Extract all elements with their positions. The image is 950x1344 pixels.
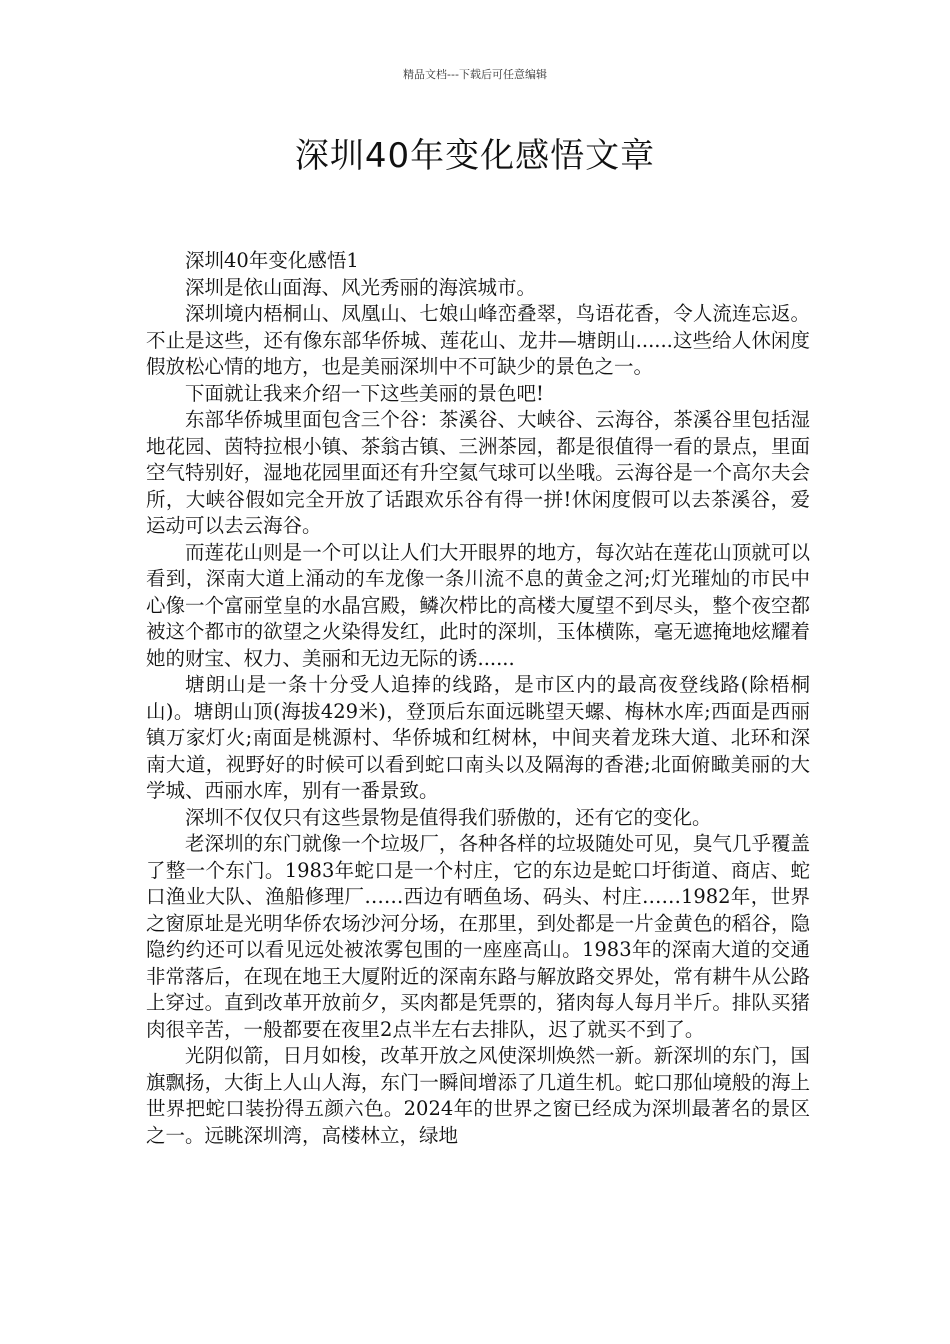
- paragraph: 塘朗山是一条十分受人追捧的线路，是市区内的最高夜登线路(除梧桐山)。塘朗山顶(海拔429米)，登顶后东面远眺望天螺、梅林水库;西面是西丽镇万家灯火;南面是桃源村、华侨城和红树林，中间夹着龙珠大道、北环和深南大道，视野好的时候可以看到蛇口南头以及隔海的香港;北面俯瞰美丽的大学城、西丽水库，别有一番景致。: [146, 673, 810, 802]
- header-note: 精品文档---下载后可任意编辑: [403, 68, 547, 81]
- paragraph: 深圳境内梧桐山、凤凰山、七娘山峰峦叠翠，鸟语花香，令人流连忘返。不止是这些，还有像东部华侨城、莲花山、龙井—塘朗山......这些给人休闲度假放松心情的地方，也是美丽深圳中不可缺少的景色之一。: [146, 302, 810, 378]
- paragraph: 而莲花山则是一个可以让人们大开眼界的地方，每次站在莲花山顶就可以看到，深南大道上涌动的车龙像一条川流不息的黄金之河;灯光璀灿的市民中心像一个富丽堂皇的水晶宫殿，鳞次栉比的高楼大厦望不到尽头，整个夜空都被这个都市的欲望之火染得发红，此时的深圳，玉体横陈，毫无遮掩地炫耀着她的财宝、权力、美丽和无边无际的诱......: [146, 540, 810, 670]
- paragraph: 下面就让我来介绍一下这些美丽的景色吧!: [185, 381, 544, 405]
- paragraph: 深圳是依山面海、风光秀丽的海滨城市。: [185, 275, 537, 299]
- page-title: 深圳40年变化感悟文章: [294, 136, 656, 176]
- paragraph: 深圳不仅仅只有这些景物是值得我们骄傲的，还有它的变化。: [185, 805, 712, 829]
- paragraph: 光阴似箭，日月如梭，改革开放之风使深圳焕然一新。新深圳的东门，国旗飘扬，大街上人山人海，东门一瞬间增添了几道生机。蛇口那仙境般的海上世界把蛇口装扮得五颜六色。2024年的世界之窗已经成为深圳最著名的景区之一。远眺深圳湾，高楼林立，绿地: [146, 1044, 810, 1147]
- paragraph: 深圳40年变化感悟1: [185, 249, 359, 272]
- article-body: [146, 248, 810, 1149]
- paragraph: 东部华侨城里面包含三个谷：茶溪谷、大峡谷、云海谷，茶溪谷里包括湿地花园、茵特拉根小镇、茶翁古镇、三洲茶园，都是很值得一看的景点，里面空气特别好，湿地花园里面还有升空氦气球可以坐哦。云海谷是一个高尔夫会所，大峡谷假如完全开放了话跟欢乐谷有得一拼!休闲度假可以去茶溪谷，爱运动可以去云海谷。: [146, 408, 810, 537]
- paragraph: 老深圳的东门就像一个垃圾厂，各种各样的垃圾随处可见，臭气几乎覆盖了整一个东门。1983年蛇口是一个村庄，它的东边是蛇口圩街道、商店、蛇口渔业大队、渔船修理厂……西边有晒鱼场、码头、村庄……1982年，世界之窗原址是光明华侨农场沙河分场，在那里，到处都是一片金黄色的稻谷，隐隐约约还可以看见远处被浓雾包围的一座座高山。1983年的深南大道的交通非常落后，在现在地王大厦附近的深南东路与解放路交界处，常有耕牛从公路上穿过。直到改革开放前夕，买肉都是凭票的，猪肉每人每月半斤。排队买猪肉很辛苦，一般都要在夜里2点半左右去排队，迟了就买不到了。: [146, 832, 810, 1041]
